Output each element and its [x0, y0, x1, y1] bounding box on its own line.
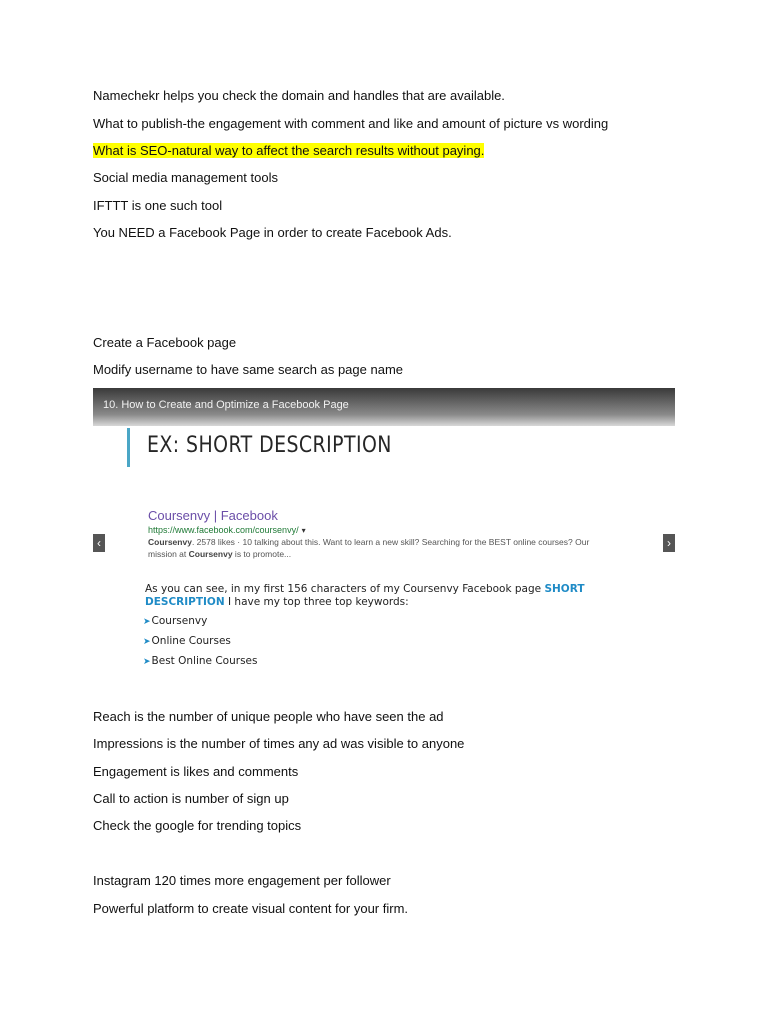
slide-heading: EX: SHORT DESCRIPTION — [147, 433, 392, 458]
video-screenshot — [93, 388, 675, 696]
search-result-url: https://www.facebook.com/coursenvy/ ▾ — [148, 525, 306, 535]
note-line: Modify username to have same search as page name — [93, 362, 404, 377]
note-line: Check the google for trending topics — [93, 818, 302, 833]
note-line: Create a Facebook page — [93, 335, 237, 350]
chevron-right-icon[interactable]: › — [663, 534, 675, 552]
search-result-title: Coursenvy | Facebook — [148, 508, 278, 523]
note-line: Social media management tools — [93, 170, 278, 185]
slide-accent-bar — [127, 428, 130, 467]
slide-bullet: ➤Best Online Courses — [143, 655, 258, 667]
search-result-snippet: Coursenvy. 2578 likes · 10 talking about this. Want to learn a new skill? Searching for the BEST online courses? Our mission at Coursenvy is to promote... — [148, 537, 590, 559]
arrow-right-icon: ➤ — [143, 657, 151, 667]
note-line: You NEED a Facebook Page in order to create Facebook Ads. — [93, 225, 452, 240]
arrow-right-icon: ➤ — [143, 617, 151, 627]
keyword-highlight: SHORT DESCRIPTION — [145, 583, 585, 608]
arrow-right-icon: ➤ — [143, 637, 151, 647]
note-line: Powerful platform to create visual content for your firm. — [93, 901, 409, 916]
highlighted-text: What is SEO-natural way to affect the search results without paying. — [93, 143, 485, 158]
note-line: IFTTT is one such tool — [93, 198, 223, 213]
note-line: Reach is the number of unique people who have seen the ad — [93, 709, 444, 724]
note-line: Call to action is number of sign up — [93, 791, 289, 806]
video-title-bar — [93, 388, 675, 426]
chevron-left-icon[interactable]: ‹ — [93, 534, 105, 552]
highlighted-note-line — [93, 142, 484, 159]
note-line: What to publish-the engagement with comment and like and amount of picture vs wording — [93, 116, 609, 131]
video-title: 10. How to Create and Optimize a Facebook Page — [103, 399, 349, 411]
note-line: Instagram 120 times more engagement per follower — [93, 873, 391, 888]
note-line: Impressions is the number of times any ad was visible to anyone — [93, 736, 465, 751]
note-line: Namechekr helps you check the domain and handles that are available. — [93, 88, 505, 103]
note-line: Engagement is likes and comments — [93, 764, 299, 779]
slide-bullet: ➤Coursenvy — [143, 615, 208, 627]
slide-bullet: ➤Online Courses — [143, 635, 231, 647]
slide-body-text: As you can see, in my first 156 characters of my Coursenvy Facebook page SHORT DESCRIPTION I have my top three top keywords: — [145, 583, 585, 608]
caret-down-icon: ▾ — [301, 526, 306, 535]
